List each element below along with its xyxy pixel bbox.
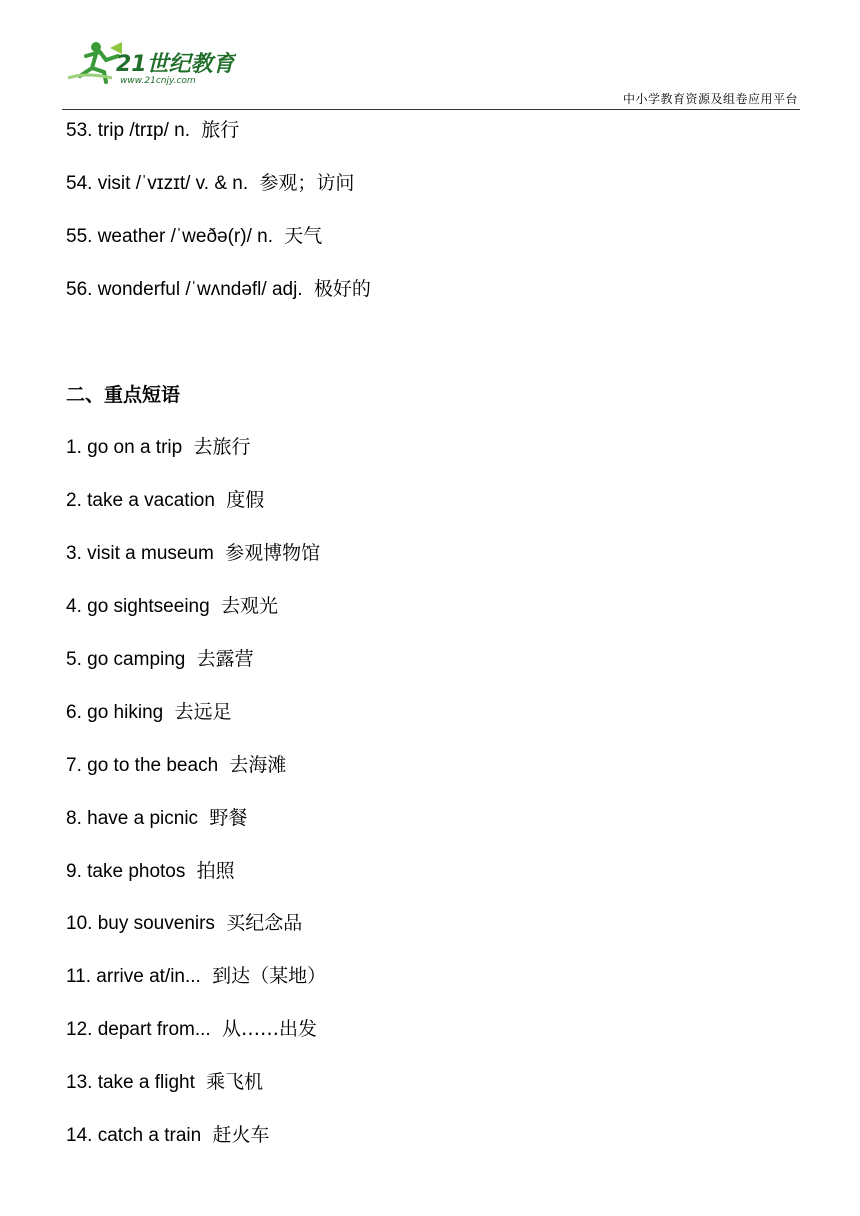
phrase-item	[66, 435, 251, 460]
phrase-item	[66, 1017, 317, 1042]
item-number: 4.	[66, 596, 82, 617]
phrase-item	[66, 1070, 263, 1095]
item-english: weather /ˈweðə(r)/ n.	[97, 226, 273, 247]
logo-title: 21世纪教育	[116, 52, 235, 77]
item-number: 3.	[66, 543, 82, 564]
item-number: 53.	[66, 120, 93, 141]
item-chinese: 参观博物馆	[225, 542, 321, 564]
section-title: 二、重点短语	[66, 384, 181, 406]
phrase-item	[66, 859, 235, 884]
item-chinese: 到达（某地）	[212, 965, 327, 987]
item-number: 6.	[66, 702, 82, 723]
item-number: 1.	[66, 437, 82, 458]
page-header	[0, 0, 860, 112]
item-english: arrive at/in...	[96, 966, 201, 987]
item-chinese: 去露营	[196, 648, 254, 670]
vocab-item-55	[66, 224, 322, 249]
logo-url: www.21cnjy.com	[120, 76, 196, 86]
item-number: 55.	[66, 226, 93, 247]
item-chinese: 赶火车	[212, 1124, 270, 1146]
item-chinese: 天气	[284, 225, 323, 247]
item-number: 8.	[66, 808, 82, 829]
phrase-item	[66, 647, 254, 672]
item-chinese: 从……出发	[221, 1018, 317, 1040]
item-english: buy souvenirs	[97, 913, 215, 934]
item-chinese: 买纪念品	[226, 912, 303, 934]
item-number: 10.	[66, 913, 93, 934]
item-english: go to the beach	[87, 755, 219, 776]
logo-icon	[66, 38, 236, 86]
item-number: 56.	[66, 279, 93, 300]
item-number: 5.	[66, 649, 82, 670]
header-platform-text: 中小学教育资源及组卷应用平台	[622, 92, 798, 106]
item-chinese: 去旅行	[193, 436, 251, 458]
item-chinese: 拍照	[196, 860, 235, 882]
item-chinese: 野餐	[209, 807, 248, 829]
item-chinese: 去远足	[174, 701, 232, 723]
item-chinese: 度假	[226, 489, 265, 511]
phrase-item	[66, 806, 247, 831]
vocab-item-54	[66, 171, 354, 196]
item-english: wonderful /ˈwʌndəfl/ adj.	[97, 279, 303, 300]
item-number: 7.	[66, 755, 82, 776]
item-english: have a picnic	[87, 808, 199, 829]
item-number: 14.	[66, 1125, 93, 1146]
phrase-item	[66, 488, 264, 513]
phrase-item	[66, 1123, 270, 1148]
item-number: 12.	[66, 1019, 93, 1040]
phrase-item	[66, 911, 302, 936]
logo	[66, 38, 236, 86]
item-chinese: 参观；访问	[259, 172, 355, 194]
item-chinese: 极好的	[313, 278, 371, 300]
item-english: visit a museum	[87, 543, 214, 564]
item-chinese: 旅行	[201, 119, 240, 141]
item-english: go sightseeing	[87, 596, 210, 617]
item-english: visit /ˈvɪzɪt/ v. & n.	[97, 173, 249, 194]
phrase-item	[66, 753, 286, 778]
item-chinese: 乘飞机	[206, 1071, 264, 1093]
item-english: trip /trɪp/ n.	[97, 120, 190, 141]
item-english: go hiking	[87, 702, 164, 723]
item-english: take photos	[87, 861, 186, 882]
phrase-item	[66, 700, 232, 725]
item-english: take a vacation	[87, 490, 215, 511]
item-english: depart from...	[97, 1019, 211, 1040]
item-number: 13.	[66, 1072, 93, 1093]
item-english: go on a trip	[87, 437, 183, 458]
item-number: 54.	[66, 173, 93, 194]
item-number: 9.	[66, 861, 82, 882]
vocab-item-56	[66, 277, 371, 302]
item-number: 11.	[66, 966, 92, 987]
item-english: catch a train	[97, 1125, 202, 1146]
phrase-item	[66, 541, 320, 566]
phrase-item	[66, 964, 326, 989]
phrase-item	[66, 594, 278, 619]
header-divider	[62, 109, 800, 110]
item-number: 2.	[66, 490, 82, 511]
vocab-item-53	[66, 118, 239, 143]
item-english: take a flight	[97, 1072, 195, 1093]
item-chinese: 去海滩	[229, 754, 287, 776]
item-chinese: 去观光	[220, 595, 278, 617]
item-english: go camping	[87, 649, 186, 670]
